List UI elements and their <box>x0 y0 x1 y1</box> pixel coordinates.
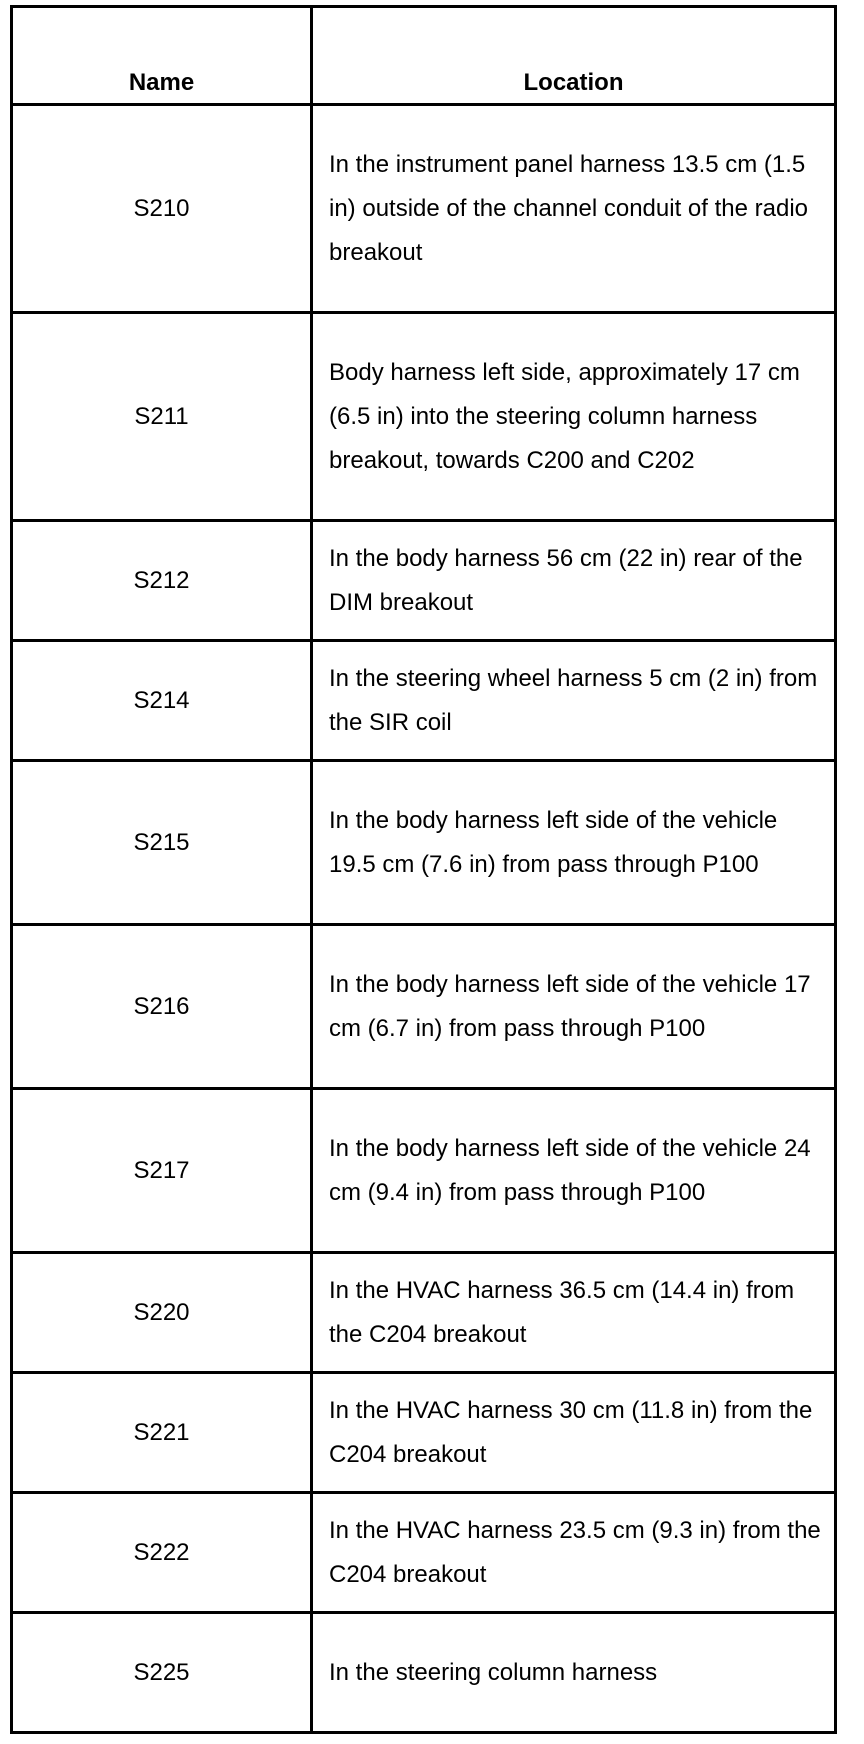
splice-location: In the HVAC harness 30 cm (11.8 in) from the C204 breakout <box>312 1373 836 1493</box>
splice-name: S225 <box>12 1613 312 1733</box>
splice-name: S221 <box>12 1373 312 1493</box>
table-row <box>12 1373 836 1493</box>
splice-name: S217 <box>12 1089 312 1253</box>
splice-name: S216 <box>12 925 312 1089</box>
splice-name: S212 <box>12 521 312 641</box>
splice-name: S214 <box>12 641 312 761</box>
splice-location: In the steering column harness <box>312 1613 836 1733</box>
splice-location: In the instrument panel harness 13.5 cm (1.5 in) outside of the channel conduit of the radio breakout <box>312 105 836 313</box>
table-row <box>12 1253 836 1373</box>
table-header-row <box>12 7 836 105</box>
splice-name: S222 <box>12 1493 312 1613</box>
table-row <box>12 761 836 925</box>
table-row <box>12 105 836 313</box>
splice-location: In the steering wheel harness 5 cm (2 in) from the SIR coil <box>312 641 836 761</box>
splice-name: S210 <box>12 105 312 313</box>
splice-location: In the HVAC harness 36.5 cm (14.4 in) from the C204 breakout <box>312 1253 836 1373</box>
table-row <box>12 1493 836 1613</box>
splice-location: In the body harness 56 cm (22 in) rear of the DIM breakout <box>312 521 836 641</box>
table-row <box>12 1089 836 1253</box>
table-row <box>12 1613 836 1733</box>
column-header-name: Name <box>12 7 312 105</box>
splice-location: In the HVAC harness 23.5 cm (9.3 in) from the C204 breakout <box>312 1493 836 1613</box>
splice-location-table <box>10 5 837 1734</box>
table-row <box>12 313 836 521</box>
table-row <box>12 521 836 641</box>
splice-name: S220 <box>12 1253 312 1373</box>
column-header-location: Location <box>312 7 836 105</box>
splice-name: S215 <box>12 761 312 925</box>
splice-name: S211 <box>12 313 312 521</box>
splice-location: In the body harness left side of the vehicle 17 cm (6.7 in) from pass through P100 <box>312 925 836 1089</box>
splice-location: In the body harness left side of the vehicle 19.5 cm (7.6 in) from pass through P100 <box>312 761 836 925</box>
table-row <box>12 641 836 761</box>
splice-location: Body harness left side, approximately 17 cm (6.5 in) into the steering column harness breakout, towards C200 and C202 <box>312 313 836 521</box>
splice-location: In the body harness left side of the vehicle 24 cm (9.4 in) from pass through P100 <box>312 1089 836 1253</box>
table-row <box>12 925 836 1089</box>
